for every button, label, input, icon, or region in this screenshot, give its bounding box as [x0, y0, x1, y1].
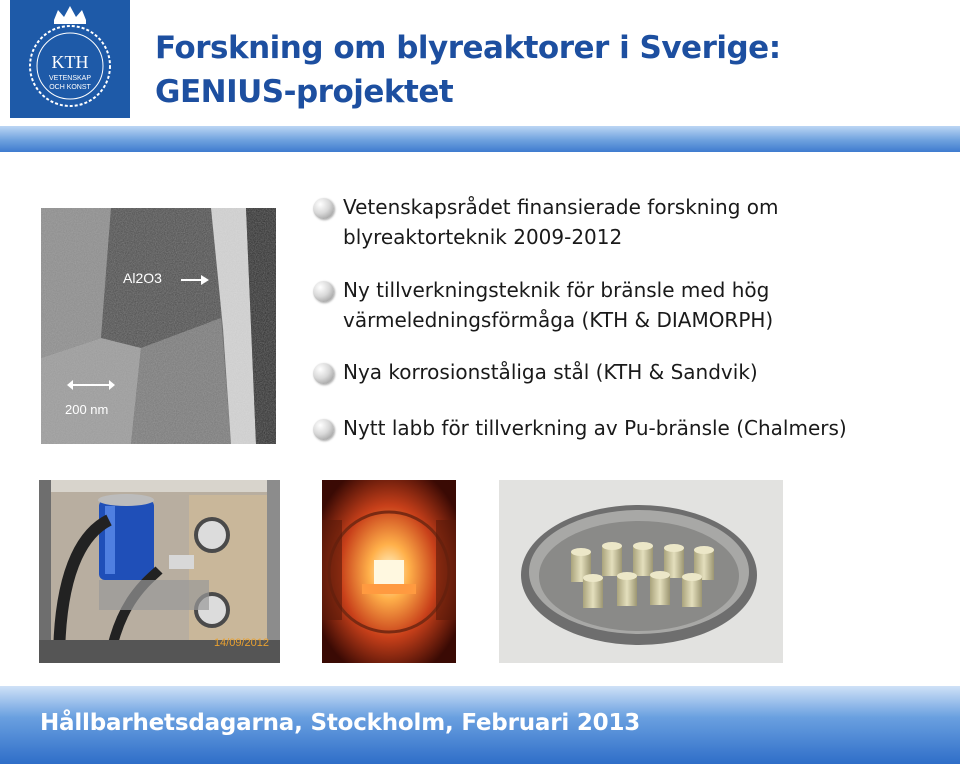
bullet-sphere-icon — [313, 419, 334, 440]
scale-bar-label: 200 nm — [65, 402, 109, 417]
al2o3-label: Al2O3 — [123, 270, 162, 286]
title-line-1: Forskning om blyreaktorer i Sverige: — [155, 30, 781, 66]
footer-text: Hållbarhetsdagarna, Stockholm, Februari 2013 — [40, 710, 641, 736]
logo-text-kth: KTH — [51, 52, 89, 72]
bullet-item — [313, 192, 953, 252]
bullet-text-cont: värmeledningsförmåga (KTH & DIAMORPH) — [343, 308, 774, 332]
bullet-sphere-icon — [313, 363, 334, 384]
title-line-2: GENIUS-projektet — [155, 74, 454, 110]
page-title — [155, 26, 781, 114]
kth-logo — [10, 0, 130, 118]
tem-micrograph — [41, 208, 276, 444]
bullet-text: Ny tillverkningsteknik för bränsle med hög — [343, 278, 770, 302]
fuel-pellets-photo — [499, 480, 783, 663]
bullet-sphere-icon — [313, 281, 334, 302]
logo-text-vetenskap: VETENSKAP — [48, 75, 92, 82]
bullet-item — [313, 357, 953, 387]
furnace-photo — [322, 480, 456, 663]
bullet-item — [313, 275, 953, 335]
bullet-text-cont: blyreaktorteknik 2009-2012 — [343, 225, 623, 249]
header-bar — [0, 126, 960, 152]
bullet-text: Vetenskapsrådet finansierade forskning om — [343, 195, 779, 219]
bullet-item — [313, 413, 953, 443]
logo-text-och-konst: OCH KONST — [49, 84, 91, 91]
footer-bar — [0, 686, 960, 764]
lab-equipment-photo — [39, 480, 280, 663]
bullet-sphere-icon — [313, 198, 334, 219]
bullet-text: Nya korrosionståliga stål (KTH & Sandvik) — [343, 360, 758, 384]
date-stamp: 14/09/2012 — [213, 637, 269, 649]
bullet-text: Nytt labb för tillverkning av Pu-bränsle (Chalmers) — [343, 416, 847, 440]
bullet-list — [313, 192, 953, 443]
